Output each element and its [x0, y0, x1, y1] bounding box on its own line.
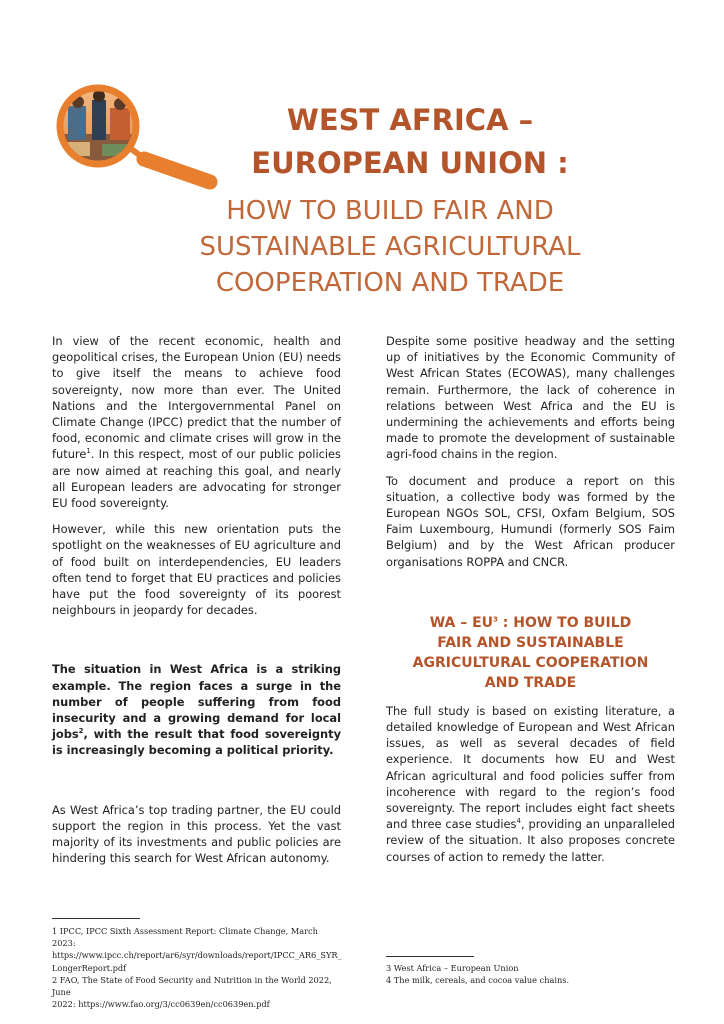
heading-line-1-a: WA – EU [429, 614, 494, 631]
right-paragraph-2: To document and produce a report on this situation, a collective body was formed by the European NGOs SOL, CFSI, Oxfam Belgium, SOS Faim Luxembourg, Humundi (formerly SOS Faim Belgium) and by the West African producer organisations ROPPA and CNCR. [386, 473, 675, 569]
left-p1-text-b: . In this respect, most of our public policies are now aimed at reaching this goal, and nearly all European leaders are advocating for stronger EU food sovereignty. [52, 447, 341, 511]
footnote-4: 4 The milk, cereals, and cocoa value chains. [386, 975, 570, 986]
footnote-1-line-3[interactable]: LongerReport.pdf [52, 962, 127, 973]
subtitle-line-1: HOW TO BUILD FAIR AND [226, 196, 554, 226]
right-p3-text-a: The full study is based on existing literature, a detailed knowledge of European and West African issues, as well as several decades of field experience. It documents how EU and West African agricultural and food policies suffer from incoherence with regard to the region’s food sovereignty. The report includes eight fact sheets and three case studies [386, 703, 675, 832]
footnote-1-line-2[interactable]: https://www.ipcc.ch/report/ar6/syr/downloads/report/IPCC_AR6_SYR_ [52, 950, 342, 961]
heading-line-2: FAIR AND SUSTAINABLE [437, 634, 624, 651]
footnotes-right [386, 962, 676, 986]
section-heading [386, 613, 675, 693]
footnote-ref-4: 4 [516, 817, 521, 826]
subtitle-line-2: SUSTAINABLE AGRICULTURAL [199, 232, 581, 262]
left-p1-text-a: In view of the recent economic, health and geopolitical crises, the European Union (EU) needs to give itself the means to achieve food sovereignty, now more than ever. The United Nations and the Intergovernmental Panel on Climate Change (IPCC) predict that the number of food, economic and climate crises will grow in the future [52, 334, 341, 462]
footnotes-left [52, 925, 342, 1010]
right-paragraph-1: Despite some positive headway and the setting up of initiatives by the Economic Community of West African States (ECOWAS), many challenges remain. Furthermore, the lack of coherence in relations between West Africa and the EU is undermining the achievements and efforts being made to promote the development of sustainable agri-food chains in the region. [386, 334, 675, 462]
footnote-ref-3: 3 [493, 615, 498, 624]
title-line-2: EUROPEAN UNION : [251, 146, 569, 180]
highlight-text-b: , with the result that food sovereignty is increasingly becoming a political priority. [52, 727, 341, 758]
right-paragraph-3 [386, 703, 675, 865]
heading-line-1-b: : HOW TO BUILD [497, 614, 632, 631]
footnote-2-line-2[interactable]: 2022: https://www.fao.org/3/cc0639en/cc0639en.pdf [52, 999, 270, 1010]
title-line-1: WEST AFRICA – [286, 103, 534, 137]
heading-line-3: AGRICULTURAL COOPERATION [412, 654, 649, 671]
right-column [386, 333, 675, 865]
footnote-ref-1: 1 [86, 447, 91, 456]
left-paragraph-2: However, while this new orientation puts the spotlight on the weaknesses of EU agriculture and of food built on interdependencies, EU leaders often tend to forget that EU practices and policies have put the food sovereignty of its poorest neighbours in jeopardy for decades. [52, 522, 341, 618]
left-paragraph-1 [52, 333, 341, 511]
left-paragraph-3: As West Africa’s top trading partner, the EU could support the region in this process. Yet the vast majority of its investments and public policies are hindering this search for West African autonomy. [52, 802, 341, 866]
right-p3-text-b: , providing an unparalleled review of the situation. It also proposes concrete courses of action to remedy the latter. [386, 817, 675, 864]
footnote-3: 3 West Africa – European Union [386, 963, 519, 973]
left-column [52, 333, 341, 866]
heading-line-4: AND TRADE [484, 674, 577, 691]
footnote-1-line-1: 1 IPCC, IPCC Sixth Assessment Report: Climate Change, March 2023: [52, 926, 318, 949]
footnote-divider-left [52, 918, 140, 919]
footnote-divider-right [386, 956, 474, 957]
highlight-text-a: The situation in West Africa is a striking example. The region faces a surge in the number of people suffering from food insecurity and a growing demand for local jobs [52, 662, 341, 742]
subtitle-line-3: COOPERATION AND TRADE [215, 268, 565, 298]
footnote-ref-2: 2 [78, 727, 84, 736]
highlight-paragraph [52, 661, 341, 758]
footnote-2-line-1: 2 FAO, The State of Food Security and Nutrition in the World 2022, June [52, 974, 332, 998]
